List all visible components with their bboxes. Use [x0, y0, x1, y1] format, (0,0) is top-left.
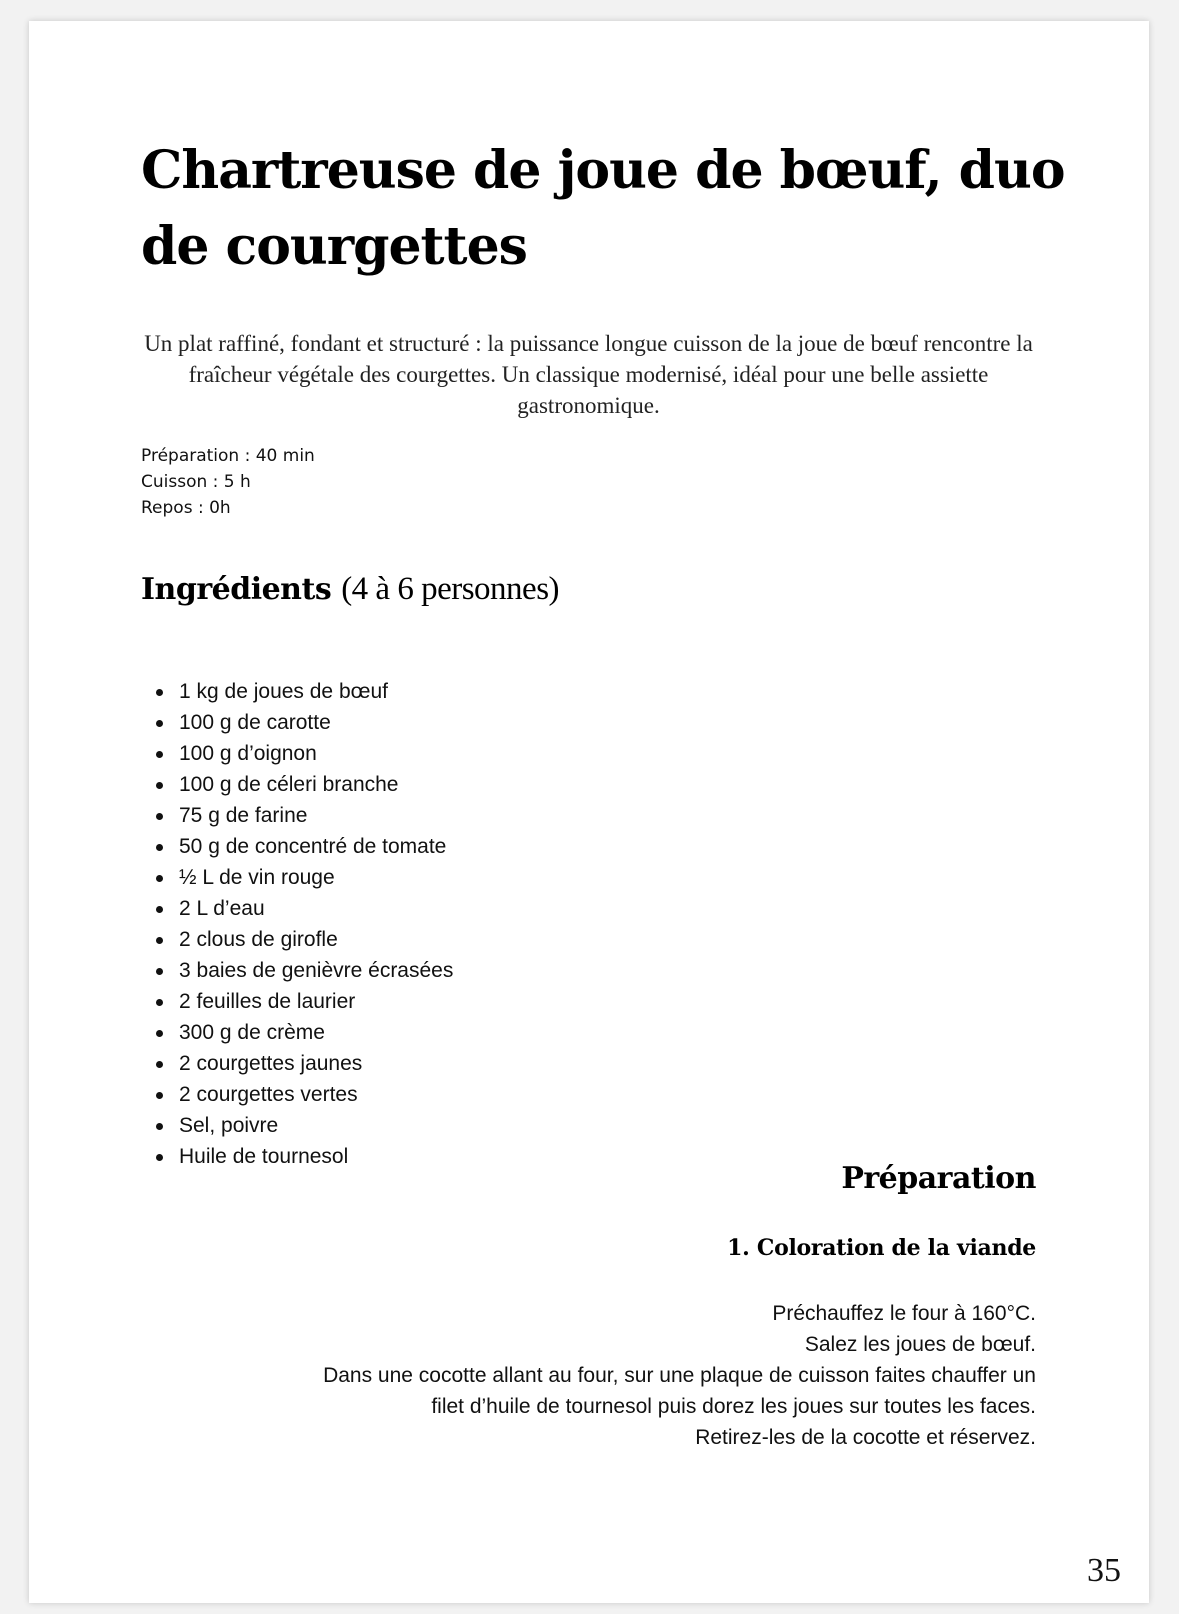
step-line: Préchauffez le four à 160°C. [772, 1302, 1036, 1325]
list-item: ½ L de vin rouge [179, 862, 453, 893]
list-item: 2 feuilles de laurier [179, 986, 453, 1017]
list-item: 300 g de crème [179, 1017, 453, 1048]
preparation-time: Préparation : 40 min [141, 446, 315, 466]
list-item: 100 g de carotte [179, 707, 453, 738]
list-item: 3 baies de genièvre écrasées [179, 955, 453, 986]
preparation-heading: Préparation [841, 1161, 1036, 1196]
list-item: 2 courgettes vertes [179, 1079, 453, 1110]
ingredients-heading [141, 569, 559, 610]
step-line: Dans une cocotte allant au four, sur une plaque de cuisson faites chauffer un filet d’huile de tournesol puis dorez les joues sur toutes les faces. [323, 1364, 1036, 1418]
list-item: 100 g de céleri branche [179, 769, 453, 800]
list-item: 100 g d’oignon [179, 738, 453, 769]
step-line: Salez les joues de bœuf. [804, 1333, 1036, 1356]
ingredients-heading-label: Ingrédients [141, 572, 332, 607]
recipe-page [29, 21, 1149, 1603]
step-1-title: 1. Coloration de la viande [727, 1235, 1036, 1261]
recipe-intro: Un plat raffiné, fondant et structuré : la puissance longue cuisson de la joue de bœuf rencontre la fraîcheur végétale des courgettes. Un classique modernisé, idéal pour une belle assiette gastronomique. [144, 331, 1033, 418]
list-item: Huile de tournesol [179, 1141, 453, 1172]
list-item: 50 g de concentré de tomate [179, 831, 453, 862]
cooking-time: Cuisson : 5 h [141, 472, 251, 492]
list-item: 2 clous de girofle [179, 924, 453, 955]
list-item: Sel, poivre [179, 1110, 453, 1141]
step-1-text [296, 1298, 1036, 1453]
step-line: Retirez-les de la cocotte et réservez. [695, 1426, 1036, 1449]
list-item: 2 L d’eau [179, 893, 453, 924]
list-item: 75 g de farine [179, 800, 453, 831]
ingredients-list [141, 676, 453, 1172]
page-number: 35 [1087, 1552, 1121, 1589]
ingredients-servings: (4 à 6 personnes) [341, 571, 560, 607]
recipe-title: Chartreuse de joue de bœuf, duo de courgettes [141, 140, 1065, 277]
list-item: 2 courgettes jaunes [179, 1048, 453, 1079]
recipe-times [141, 443, 315, 521]
list-item: 1 kg de joues de bœuf [179, 676, 453, 707]
rest-time: Repos : 0h [141, 498, 231, 518]
